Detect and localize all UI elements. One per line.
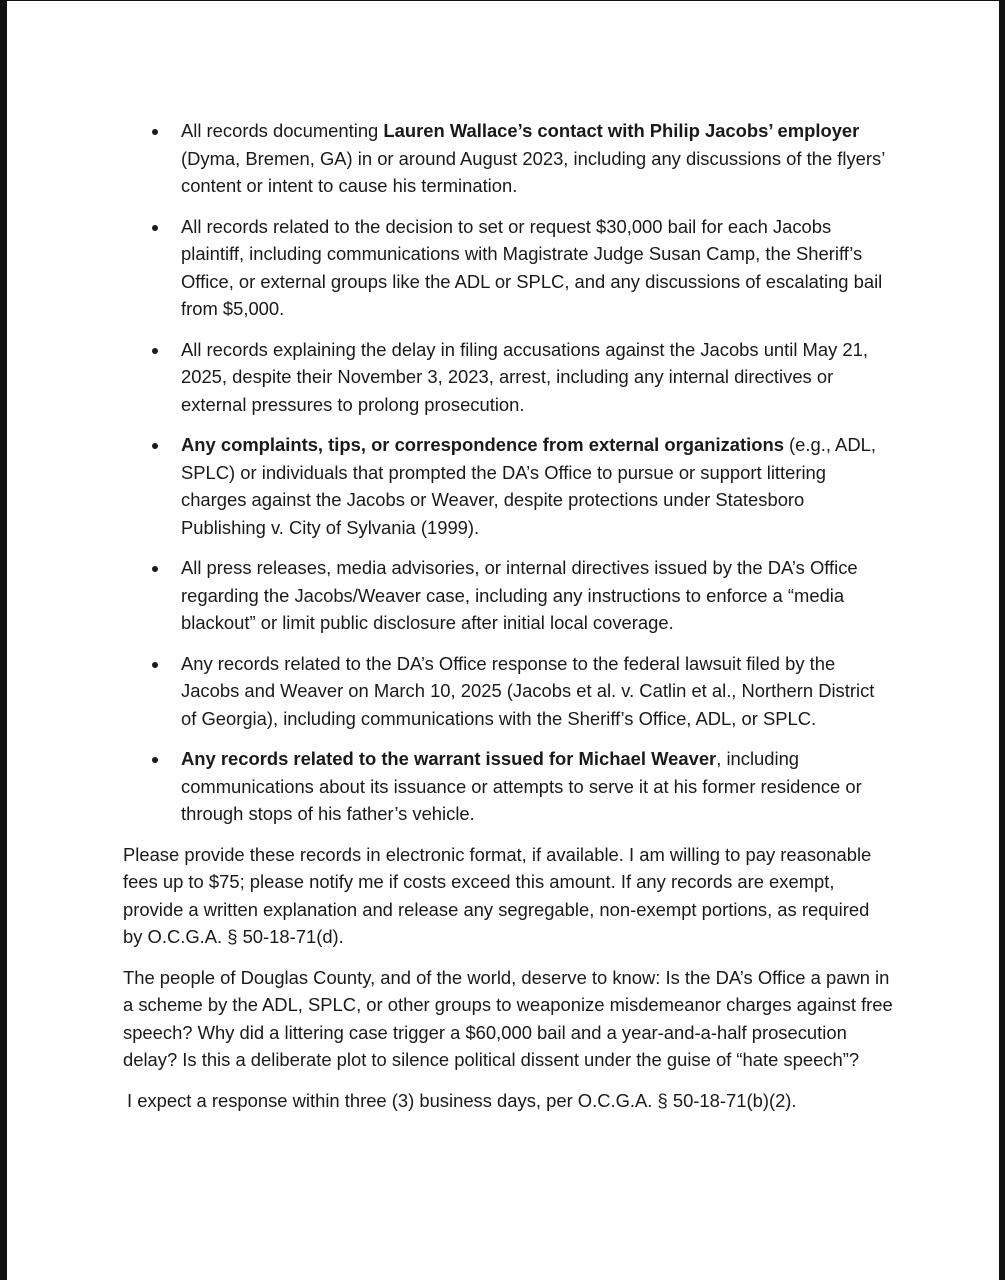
bullet-icon	[152, 662, 158, 668]
records-request-list	[123, 117, 893, 828]
item-text: (Dyma, Bremen, GA) in or around August 2023, including any discussions of the flyers’ content or intent to cause his termination.	[181, 147, 885, 196]
item-text: , including communications about its issuance or attempts to serve it at his former residence or through stops of his father’s vehicle.	[181, 748, 862, 824]
item-bold-text: Any records related to the warrant issued for Michael Weaver	[181, 748, 717, 769]
document-page	[7, 1, 999, 1280]
list-item	[123, 431, 893, 541]
bullet-icon	[152, 348, 158, 354]
item-text: (e.g., ADL, SPLC) or individuals that prompted the DA’s Office to pursue or support littering charges against the Jacobs or Weaver, despite protections under Statesboro Publishing v. City of Sylvania (1999).	[181, 434, 876, 538]
item-text: All press releases, media advisories, or internal directives issued by the DA’s Office regarding the Jacobs/Weaver case, including any instructions to enforce a “media blackout” or limit public disclosure after initial local coverage.	[181, 557, 858, 633]
bullet-icon	[152, 225, 158, 231]
list-item	[123, 213, 893, 323]
response-deadline-paragraph: I expect a response within three (3) business days, per O.C.G.A. § 50-18-71(b)(2).	[127, 1089, 797, 1111]
item-text: All records documenting	[181, 120, 384, 141]
list-item	[123, 554, 893, 637]
bullet-icon	[152, 129, 158, 135]
bullet-icon	[152, 757, 158, 763]
list-item	[123, 117, 893, 200]
fees-paragraph: Please provide these records in electronic format, if available. I am willing to pay reasonable fees up to $75; please notify me if costs exceed this amount. If any records are exempt, provide a written explanation and release any segregable, non-exempt portions, as required by O.C.G.A. § 50-18-71(d).	[123, 843, 872, 947]
item-bold-text: Any complaints, tips, or correspondence from external organizations	[181, 434, 784, 455]
list-item	[123, 336, 893, 419]
item-bold-text: Lauren Wallace’s contact with Philip Jacobs’ employer	[383, 120, 860, 141]
item-text: All records explaining the delay in filing accusations against the Jacobs until May 21, 2025, despite their November 3, 2023, arrest, including any internal directives or external pressures to prolong prosecution.	[181, 338, 868, 415]
item-text: All records related to the decision to set or request $30,000 bail for each Jacobs plaintiff, including communications with Magistrate Judge Susan Camp, the Sheriff’s Office, or external groups like the ADL or SPLC, and any discussions of escalating bail from $5,000.	[181, 215, 883, 319]
list-item	[123, 650, 893, 733]
bullet-icon	[152, 566, 158, 572]
bullet-icon	[152, 443, 158, 449]
document-body	[123, 117, 893, 1127]
public-interest-paragraph: The people of Douglas County, and of the world, deserve to know: Is the DA’s Office a pawn in a scheme by the ADL, SPLC, or other groups to weaponize misdemeanor charges against free speech? Why did a littering case trigger a $60,000 bail and a year-and-a-half prosecution delay? Is this a deliberate plot to silence political dissent under the guise of “hate speech”?	[123, 966, 893, 1070]
list-item	[123, 745, 893, 828]
item-text: Any records related to the DA’s Office response to the federal lawsuit filed by the Jacobs and Weaver on March 10, 2025 (Jacobs et al. v. Catlin et al., Northern District of Georgia), including communications with the Sheriff’s Office, ADL, or SPLC.	[181, 652, 875, 729]
